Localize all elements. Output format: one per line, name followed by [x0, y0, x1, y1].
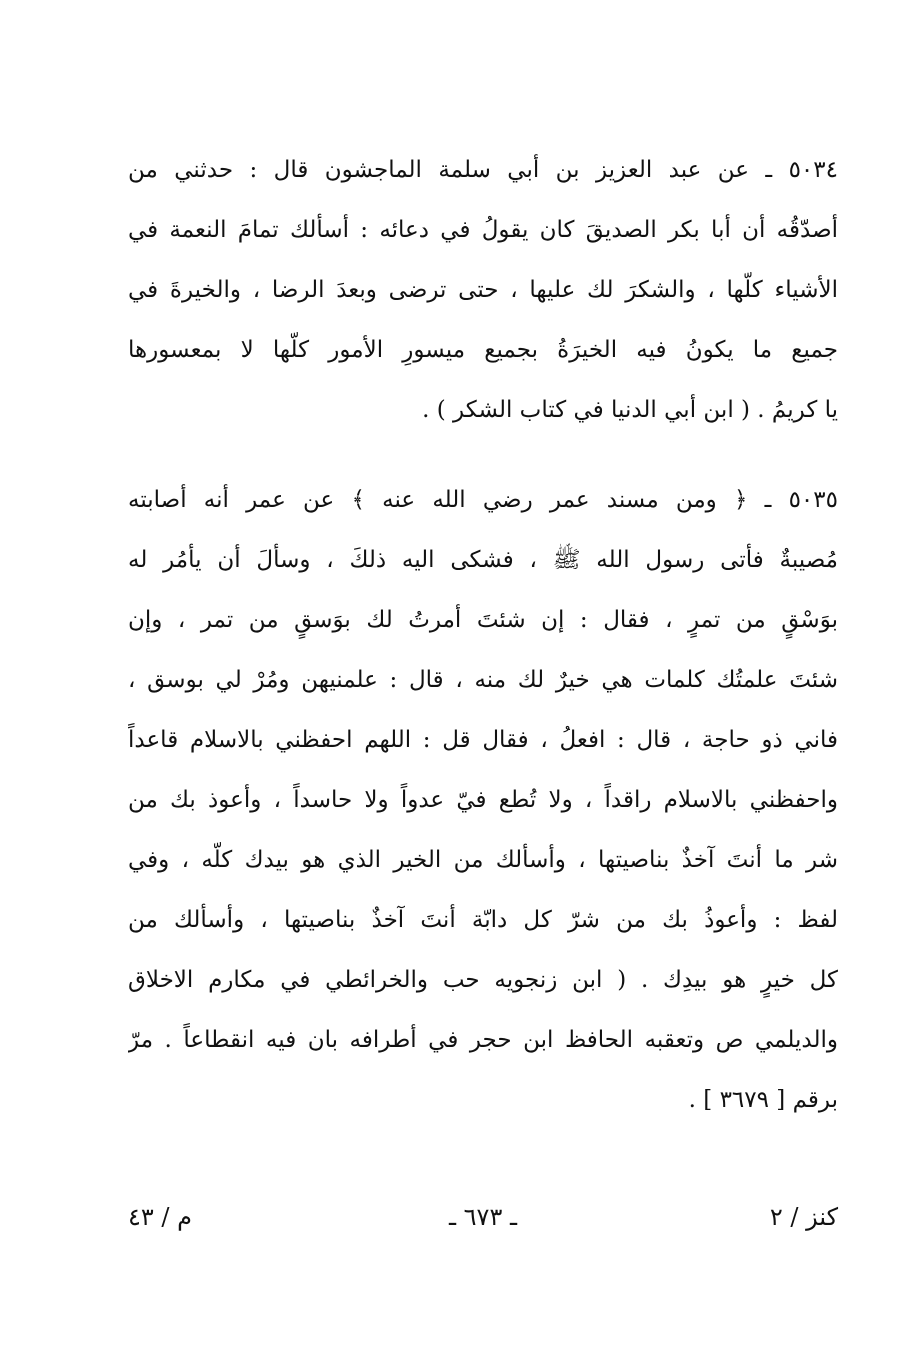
hadith-5035: [128, 470, 838, 1130]
text-line: أصدّقُه أن أبا بكر الصديقَ كان يقولُ في دعائه : أسألك تمامَ النعمة في: [128, 217, 838, 243]
text-line: لفظ : وأعوذُ بك من شرّ كل دابّة أنتَ آخذٌ بناصيتها ، وأسألك من: [128, 907, 838, 933]
text-line: ٥٠٣٤ ـ عن عبد العزيز بن أبي سلمة الماجشون قال : حدثني من: [128, 157, 838, 183]
text-line: الأشياء كلّها ، والشكرَ لك عليها ، حتى ترضى وبعدَ الرضا ، والخيرةَ في: [128, 277, 838, 303]
text-line: يا كريمُ . ( ابن أبي الدنيا في كتاب الشكر ) .: [422, 397, 838, 423]
text-line: فاني ذو حاجة ، قال : افعلُ ، فقال قل : اللهم احفظني بالاسلام قاعداً: [128, 727, 838, 753]
hadith-5034: [128, 140, 838, 440]
text-line: واحفظني بالاسلام راقداً ، ولا تُطع فيّ عدواً ولا حاسداً ، وأعوذ بك من: [128, 787, 838, 813]
page-number: ـ ٦٧٣ ـ: [448, 1203, 517, 1231]
text-line: برقم [ ٣٦٧٩ ] .: [688, 1087, 838, 1113]
text-line: كل خيرٍ هو بيدِك . ( ابن زنجويه حب والخرائطي في مكارم الاخلاق: [128, 967, 838, 993]
text-line: بوَسْقٍ من تمرٍ ، فقال : إن شئتَ أمرتُ لك بوَسقٍ من تمر ، وإن: [128, 607, 838, 633]
page-footer: [128, 1192, 838, 1242]
volume-label: كنز / ٢: [769, 1203, 838, 1231]
text-line: والديلمي ص وتعقبه الحافظ ابن حجر في أطرافه بان فيه انقطاعاً . مرّ: [128, 1027, 838, 1053]
text-line: مُصيبةٌ فأتى رسول الله ﷺ ، فشكى اليه ذلكَ ، وسألَ أن يأمُر له: [128, 547, 838, 573]
text-line: ٥٠٣٥ ـ ﴿ ومن مسند عمر رضي الله عنه ﴾ عن عمر أنه أصابته: [128, 487, 838, 513]
text-line: جميع ما يكونُ فيه الخيرَةُ بجميع ميسورِ الأمور كلّها لا بمعسورها: [128, 337, 838, 363]
signature-mark: م / ٤٣: [128, 1203, 192, 1231]
text-line: شر ما أنتَ آخذٌ بناصيتها ، وأسألك من الخير الذي هو بيدك كلّه ، وفي: [128, 847, 838, 873]
text-line: شئتَ علمتُك كلمات هي خيرٌ لك منه ، قال : علمنيهن ومُرْ لي بوسق ،: [128, 667, 838, 693]
